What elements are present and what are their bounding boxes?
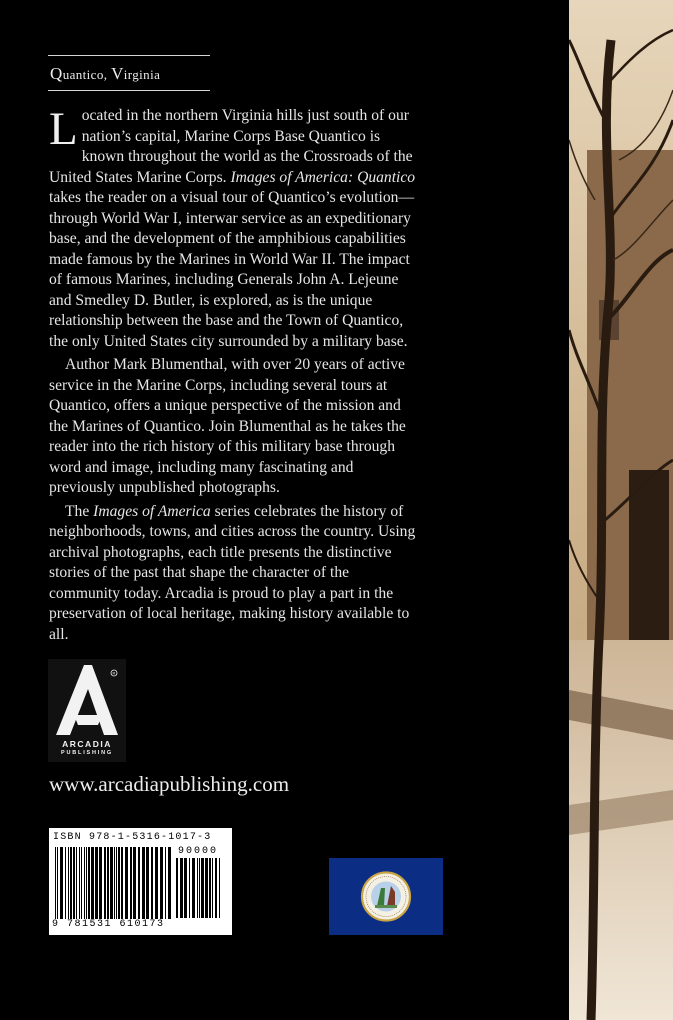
barcode-bar: [212, 858, 213, 918]
ean-number: 9 781531 610173: [52, 919, 165, 930]
virginia-seal-icon: [329, 858, 443, 935]
barcode-bar: [114, 847, 115, 919]
barcode-bar: [197, 858, 198, 918]
logo-wordmark: ARCADIA: [62, 739, 112, 749]
sepia-tree-photo: [569, 0, 673, 1020]
isbn-number: ISBN 978-1-5316-1017-3: [53, 832, 212, 843]
barcode-bar: [65, 847, 66, 919]
barcode-bar: [130, 847, 132, 919]
location-heading: Quantico, Virginia: [50, 64, 161, 83]
barcode-bar: [73, 847, 75, 919]
barcode-bar: [70, 847, 72, 919]
barcode-bar: [88, 847, 90, 919]
barcode-bar: [151, 847, 153, 919]
barcode-bar: [215, 858, 217, 918]
barcode-bar: [189, 858, 190, 918]
barcode-bar: [55, 847, 56, 919]
header-rule-bottom: [48, 90, 210, 91]
barcode-bar: [91, 847, 94, 919]
barcode-bar: [155, 847, 158, 919]
publisher-website[interactable]: www.arcadiapublishing.com: [49, 772, 290, 796]
barcode-bar: [219, 858, 220, 918]
barcode-bar: [180, 858, 183, 918]
barcode-bar: [118, 847, 120, 919]
price-addon-code: 90000: [178, 846, 219, 857]
barcode-bar: [146, 847, 149, 919]
sepia-photo-strip: [569, 0, 673, 1020]
description-text: [49, 103, 423, 645]
barcode-bar: [81, 847, 82, 919]
barcode-bar: [184, 858, 187, 918]
barcode-bar: [116, 847, 117, 919]
paragraph-1: Located in the northern Virginia hills just south of our nation’s capital, Marine Corps Base Quantico is known throughout the world as the Crossroads of the United States Marine Corps. Images of America: Quantico takes the reader on a visual tour of Quantico’s evolution—through World War I, interwar service as an expeditionary base, and the development of the amphibious capabilities made famous by the Marines in World War II. The impact of famous Marines, including Generals John A. Lejeune and Smedley D. Butler, is explored, as is the unique relationship between the base and the Town of Quantico, the only United States city surrounded by a military base.: [49, 103, 416, 350]
barcode-bar: [125, 847, 128, 919]
barcode-bar: [165, 847, 166, 919]
barcode-bar: [84, 847, 85, 919]
paragraph-3: The Images of America series celebrates the history of neighborhoods, towns, and cities across the country. Using archival photographs, each title presents the distinctive stories of the past that shape the character of the community today. Arcadia is proud to play a part in the preservation of local heritage, making history available to all.: [49, 502, 416, 643]
barcode-bar: [104, 847, 106, 919]
drop-cap: L: [49, 103, 78, 155]
barcode-bar: [138, 847, 140, 919]
barcode-bar: [57, 847, 58, 919]
isbn-barcode: [49, 828, 232, 935]
barcode-bar: [201, 858, 204, 918]
barcode-bar: [133, 847, 136, 919]
barcode-bar: [110, 847, 113, 919]
series-title: Images of America: [93, 502, 211, 520]
barcode-bar: [142, 847, 145, 919]
barcode-bar: [176, 858, 178, 918]
header-rule-top: [48, 55, 210, 56]
addon-bars: [176, 858, 226, 918]
barcode-bar: [86, 847, 87, 919]
paragraph-2: Author Mark Blumenthal, with over 20 years of active service in the Marine Corps, including several tours at Quantico, offers a unique perspective of the mission and the Marines of Quantico. Join Blumenthal as he takes the reader into the rich history of this military base through word and image, including many fascinating and previously unpublished photographs.: [49, 356, 406, 496]
barcode-bar: [121, 847, 123, 919]
svg-text:R: R: [112, 670, 116, 676]
barcode-bar: [79, 847, 80, 919]
virginia-flag: [329, 858, 443, 935]
barcode-bar: [68, 847, 69, 919]
barcode-bar: [209, 858, 211, 918]
barcode-bar: [76, 847, 77, 919]
book-title: Images of America: Quantico: [230, 168, 416, 186]
barcode-bar: [199, 858, 200, 918]
barcode-bar: [99, 847, 102, 919]
logo-tagline: PUBLISHING: [61, 750, 113, 756]
barcode-bar: [60, 847, 63, 919]
barcode-bar: [160, 847, 163, 919]
barcode-bar: [192, 858, 195, 918]
barcode-bar: [168, 847, 171, 919]
arcadia-logo: [48, 659, 126, 762]
barcode-bar: [205, 858, 208, 918]
barcode-bar: [95, 847, 98, 919]
ean-bars: [55, 847, 171, 919]
arcadia-a-icon: [48, 659, 126, 739]
barcode-bar: [107, 847, 109, 919]
